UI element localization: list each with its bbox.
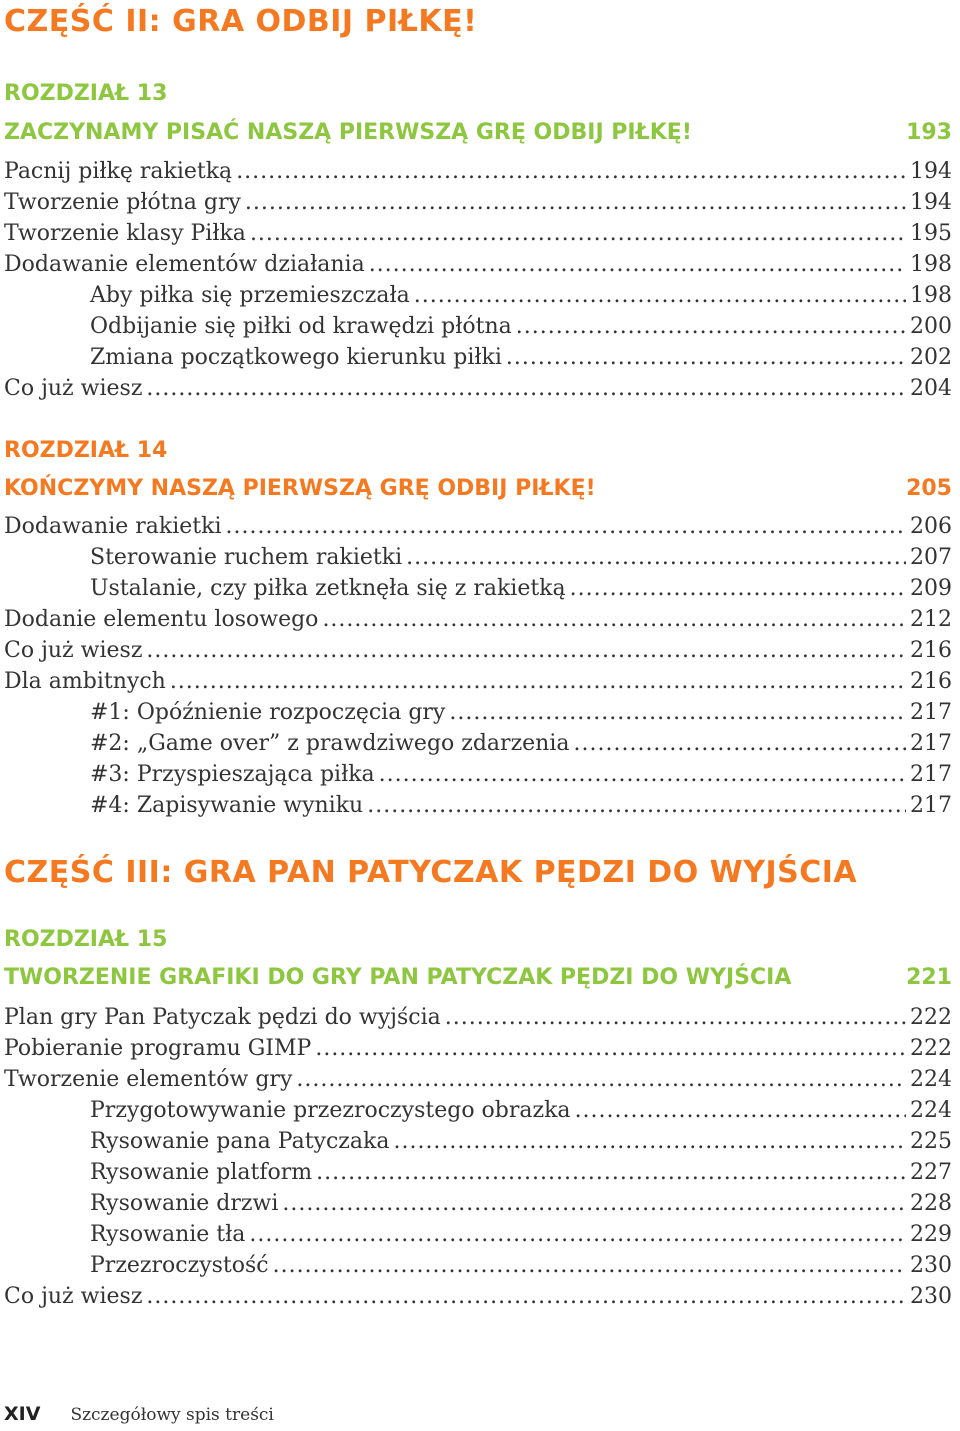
- toc-leader-dots: [445, 1002, 906, 1033]
- toc-entry-page: 217: [910, 731, 952, 756]
- toc-subentry[interactable]: [90, 1095, 952, 1126]
- toc-entry-label: Tworzenie elementów gry: [4, 1067, 293, 1092]
- toc-subentry[interactable]: [90, 1188, 952, 1219]
- toc-entry-label: Przygotowywanie przezroczystego obrazka: [90, 1098, 571, 1123]
- toc-entry-page: 194: [910, 190, 952, 215]
- chapter-15-page: 221: [906, 965, 952, 990]
- chapter-14-page: 205: [906, 476, 952, 501]
- toc-entry-label: Dodawanie rakietki: [4, 514, 222, 539]
- toc-leader-dots: [250, 218, 906, 249]
- toc-leader-dots: [379, 759, 906, 790]
- toc-entry-label: Rysowanie tła: [90, 1222, 246, 1247]
- chapter-14-title-text: KOŃCZYMY NASZĄ PIERWSZĄ GRĘ ODBIJ PIŁKĘ!: [4, 476, 596, 501]
- toc-leader-dots: [322, 604, 906, 635]
- toc-entry-label: Tworzenie płótna gry: [4, 190, 241, 215]
- toc-leader-dots: [236, 156, 906, 187]
- toc-entry-page: 198: [910, 283, 952, 308]
- toc-subentry[interactable]: [90, 280, 952, 311]
- toc-subentry[interactable]: [90, 542, 952, 573]
- toc-subentry[interactable]: [90, 573, 952, 604]
- toc-entry-page: 195: [910, 221, 952, 246]
- toc-subentry[interactable]: [90, 342, 952, 373]
- toc-entry-label: Dla ambitnych: [4, 669, 166, 694]
- toc-entry-label: Odbijanie się piłki od krawędzi płótna: [90, 314, 512, 339]
- toc-leader-dots: [316, 1157, 906, 1188]
- toc-leader-dots: [273, 1250, 906, 1281]
- toc-entry[interactable]: [4, 511, 952, 542]
- toc-leader-dots: [574, 728, 907, 759]
- toc-entry-page: 225: [910, 1129, 952, 1154]
- toc-entry-page: 212: [910, 607, 952, 632]
- page-footer: [4, 1403, 274, 1431]
- toc-entry[interactable]: [4, 218, 952, 249]
- toc-subentry[interactable]: [90, 697, 952, 728]
- toc-entry[interactable]: [4, 1002, 952, 1033]
- toc-entry-page: 206: [910, 514, 952, 539]
- toc-entry[interactable]: [4, 1064, 952, 1095]
- toc-entry-page: 224: [910, 1098, 952, 1123]
- toc-entry-label: Co już wiesz: [4, 1284, 143, 1309]
- toc-entry-page: 228: [910, 1191, 952, 1216]
- toc-entry-label: Rysowanie platform: [90, 1160, 313, 1185]
- toc-entry-label: #3: Przyspieszająca piłka: [90, 762, 375, 787]
- chapter-14-label: ROZDZIAŁ 14: [4, 438, 168, 463]
- chapter-13-title[interactable]: [4, 118, 952, 148]
- toc-entry-page: 207: [910, 545, 952, 570]
- toc-entry-page: 230: [910, 1284, 952, 1309]
- toc-entry-label: #1: Opóźnienie rozpoczęcia gry: [90, 700, 446, 725]
- chapter-13-title-text: ZACZYNAMY PISAĆ NASZĄ PIERWSZĄ GRĘ ODBIJ PIŁKĘ!: [4, 120, 692, 145]
- toc-entry-label: Pobieranie programu GIMP: [4, 1036, 312, 1061]
- toc-entry-page: 216: [910, 638, 952, 663]
- toc-leader-dots: [367, 790, 906, 821]
- toc-entry-page: 217: [910, 762, 952, 787]
- toc-entry-label: Tworzenie klasy Piłka: [4, 221, 246, 246]
- toc-leader-dots: [170, 666, 906, 697]
- toc-subentry[interactable]: [90, 759, 952, 790]
- toc-leader-dots: [225, 511, 906, 542]
- toc-entry[interactable]: [4, 187, 952, 218]
- footer-running-title: Szczegółowy spis treści: [70, 1405, 274, 1425]
- toc-entry-page: 224: [910, 1067, 952, 1092]
- toc-entry-page: 200: [910, 314, 952, 339]
- footer-page-number: XIV: [4, 1403, 41, 1425]
- toc-subentry[interactable]: [90, 728, 952, 759]
- toc-leader-dots: [146, 635, 906, 666]
- toc-leader-dots: [146, 373, 906, 404]
- toc-leader-dots: [245, 187, 906, 218]
- toc-leader-dots: [414, 280, 906, 311]
- toc-leader-dots: [249, 1219, 906, 1250]
- toc-entry-label: Dodawanie elementów działania: [4, 252, 365, 277]
- toc-entry-label: Pacnij piłkę rakietką: [4, 159, 233, 184]
- toc-entry-page: 198: [910, 252, 952, 277]
- toc-leader-dots: [282, 1188, 906, 1219]
- toc-entry[interactable]: [4, 666, 952, 697]
- toc-subentry[interactable]: [90, 790, 952, 821]
- toc-subentry[interactable]: [90, 1157, 952, 1188]
- toc-leader-dots: [406, 542, 906, 573]
- part-2-title: CZĘŚĆ II: GRA ODBIJ PIŁKĘ!: [4, 4, 478, 39]
- toc-entry-page: 217: [910, 793, 952, 818]
- toc-entry-label: Rysowanie drzwi: [90, 1191, 279, 1216]
- toc-leader-dots: [516, 311, 906, 342]
- toc-leader-dots: [575, 1095, 906, 1126]
- chapter-14-title[interactable]: [4, 474, 952, 504]
- toc-entry-page: 202: [910, 345, 952, 370]
- chapter-15-label: ROZDZIAŁ 15: [4, 927, 168, 952]
- toc-entry-page: 222: [910, 1005, 952, 1030]
- toc-entry-label: Aby piłka się przemieszczała: [90, 283, 410, 308]
- toc-leader-dots: [570, 573, 906, 604]
- toc-entry-label: Ustalanie, czy piłka zetknęła się z rakietką: [90, 576, 566, 601]
- part-3-title: CZĘŚĆ III: GRA PAN PATYCZAK PĘDZI DO WYJŚCIA: [4, 855, 858, 890]
- toc-entry[interactable]: [4, 1281, 952, 1312]
- toc-entry-page: 217: [910, 700, 952, 725]
- toc-entry-label: Zmiana początkowego kierunku piłki: [90, 345, 502, 370]
- toc-entry-label: Sterowanie ruchem rakietki: [90, 545, 403, 570]
- toc-leader-dots: [369, 249, 906, 280]
- chapter-15-title-text: TWORZENIE GRAFIKI DO GRY PAN PATYCZAK PĘDZI DO WYJŚCIA: [4, 965, 792, 990]
- toc-entry[interactable]: [4, 1033, 952, 1064]
- toc-entry-page: 204: [910, 376, 952, 401]
- toc-entry-label: Przezroczystość: [90, 1253, 269, 1278]
- toc-entry-label: #2: „Game over” z prawdziwego zdarzenia: [90, 731, 570, 756]
- toc-entry[interactable]: [4, 635, 952, 666]
- toc-entry[interactable]: [4, 156, 952, 187]
- toc-entry-page: 194: [910, 159, 952, 184]
- toc-entry-page: 216: [910, 669, 952, 694]
- toc-entry-page: 230: [910, 1253, 952, 1278]
- toc-leader-dots: [315, 1033, 906, 1064]
- toc-entry-page: 209: [910, 576, 952, 601]
- toc-leader-dots: [296, 1064, 906, 1095]
- toc-subentry[interactable]: [90, 1250, 952, 1281]
- toc-leader-dots: [146, 1281, 906, 1312]
- toc-subentry[interactable]: [90, 311, 952, 342]
- toc-entry-label: Plan gry Pan Patyczak pędzi do wyjścia: [4, 1005, 441, 1030]
- toc-subentry[interactable]: [90, 1126, 952, 1157]
- toc-entry-label: Rysowanie pana Patyczaka: [90, 1129, 390, 1154]
- toc-entry[interactable]: [4, 249, 952, 280]
- toc-entry-page: 222: [910, 1036, 952, 1061]
- toc-subentry[interactable]: [90, 1219, 952, 1250]
- toc-entry-label: #4: Zapisywanie wyniku: [90, 793, 364, 818]
- toc-leader-dots: [393, 1126, 906, 1157]
- toc-leader-dots: [449, 697, 906, 728]
- toc-entry-label: Dodanie elementu losowego: [4, 607, 319, 632]
- toc-leader-dots: [506, 342, 906, 373]
- toc-entry[interactable]: [4, 373, 952, 404]
- chapter-15-title[interactable]: [4, 963, 952, 993]
- toc-entry-label: Co już wiesz: [4, 376, 143, 401]
- toc-entry-label: Co już wiesz: [4, 638, 143, 663]
- chapter-13-page: 193: [906, 120, 952, 145]
- toc-entry[interactable]: [4, 604, 952, 635]
- toc-entry-page: 227: [910, 1160, 952, 1185]
- toc-entry-page: 229: [910, 1222, 952, 1247]
- chapter-13-label: ROZDZIAŁ 13: [4, 81, 168, 106]
